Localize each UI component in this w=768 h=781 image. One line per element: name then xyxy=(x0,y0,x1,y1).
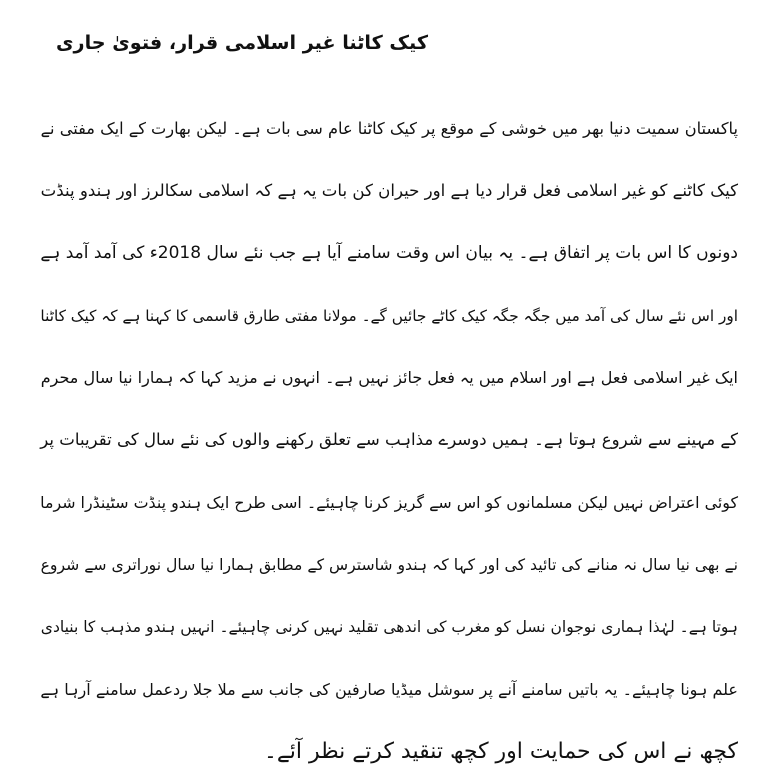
article-headline: کیک کاٹنا غیر اسلامی قرار، فتویٰ جاری xyxy=(56,31,428,54)
paragraph-line: کوئی اعتراض نہیں لیکن مسلمانوں کو اس سے گریز کرنا چاہیئے۔ اسی طرح ایک ہندو پنڈت سٹینڈرا شرما xyxy=(40,493,738,512)
paragraph-line: علم ہونا چاہیئے۔ یہ باتیں سامنے آنے پر سوشل میڈیا صارفین کی جانب سے ملا جلا ردعمل سامنے آرہا ہے xyxy=(40,680,738,699)
paragraph-line: کچھ نے اس کی حمایت اور کچھ تنقید کرتے نظر آئے۔ xyxy=(263,739,738,764)
paragraph-line: پاکستان سمیت دنیا بھر میں خوشی کے موقع پر کیک کاٹنا عام سی بات ہے۔ لیکن بھارت کے ایک مفتی نے xyxy=(40,119,738,138)
paragraph-line: نے بھی نیا سال نہ منانے کی تائید کی اور کہا کہ ہندو شاسترس کے مطابق ہمارا نیا سال نوراتری سے شروع xyxy=(40,555,738,574)
paragraph-line: کیک کاٹنے کو غیر اسلامی فعل قرار دیا ہے اور حیران کن بات یہ ہے کہ اسلامی سکالرز اور ہندو پنڈت xyxy=(40,181,738,200)
paragraph-line: دونوں کا اس بات پر اتفاق ہے۔ یہ بیان اس وقت سامنے آیا ہے جب نئے سال 2018ء کی آمد آمد ہے xyxy=(40,243,738,263)
paragraph-line: ہوتا ہے۔ لہٰذا ہماری نوجوان نسل کو مغرب کی اندھی تقلید نہیں کرنی چاہیئے۔ انہیں ہندو مذہب کا بنیادی xyxy=(40,618,738,636)
paragraph-line: اور اس نئے سال کی آمد میں جگہ جگہ کیک کاٹے جائیں گے۔ مولانا مفتی طارق قاسمی کا کہنا ہے کہ کیک کاٹنا xyxy=(40,307,738,325)
paragraph-line: ایک غیر اسلامی فعل ہے اور اسلام میں یہ فعل جائز نہیں ہے۔ انہوں نے مزید کہا کہ ہمارا نیا سال محرم xyxy=(40,368,738,387)
paragraph-line: کے مہینے سے شروع ہوتا ہے۔ ہمیں دوسرے مذاہب سے تعلق رکھنے والوں کی نئے سال کی تقریبات پر xyxy=(40,430,738,449)
